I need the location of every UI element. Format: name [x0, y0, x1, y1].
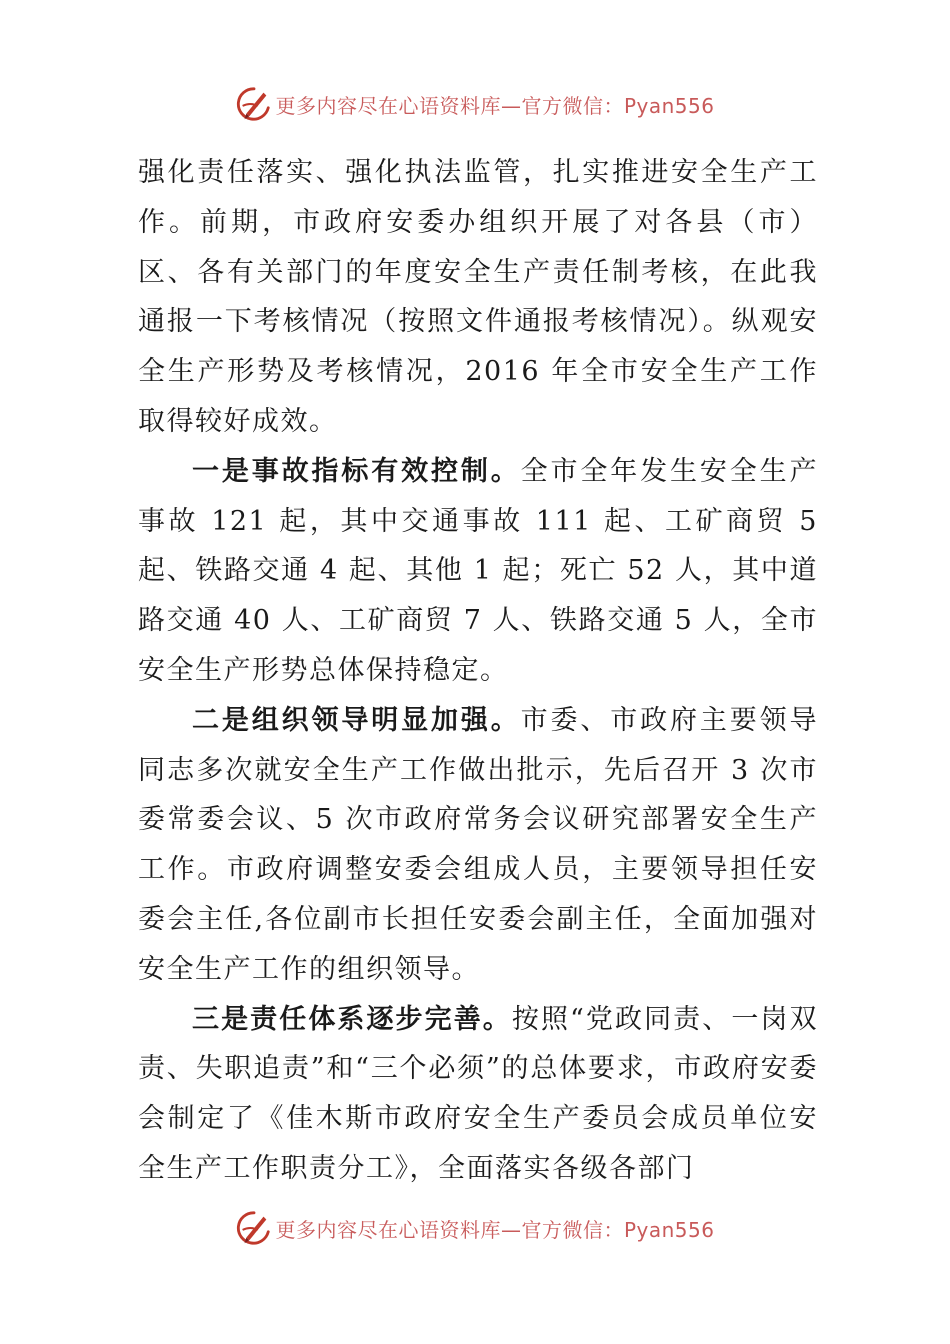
paragraph-leadership — [138, 696, 818, 995]
paragraph-text: 按照“党政同责、一岗双责、失职追责”和“三个必须”的总体要求，市政府安委会制定了《佳木斯市政府安全生产委员会成员单位安全生产工作职责分工》，全面落实各级各部门 — [138, 1003, 818, 1184]
paragraph-text: 市委、市政府主要领导同志多次就安全生产工作做出批示，先后召开 3 次市委常委会议、5 次市政府常务会议研究部署安全生产工作。市政府调整安委会组成人员，主要领导担任安委会主任,各位副市长担任安委会副主任，全面加强对安全生产工作的组织领导。 — [138, 704, 818, 985]
pen-circle-logo-icon — [235, 85, 273, 123]
banner-text: 更多内容尽在心语资料库—官方微信：Pyan556 — [275, 1217, 715, 1242]
paragraph-lead: 三是责任体系逐步完善。 — [192, 1003, 512, 1035]
paragraph-responsibility-system — [138, 995, 818, 1194]
banner-text: 更多内容尽在心语资料库—官方微信：Pyan556 — [275, 93, 715, 118]
paragraph-lead: 一是事故指标有效控制。 — [192, 455, 521, 487]
paragraph-text: 强化责任落实、强化执法监管，扎实推进安全生产工作。前期，市政府安委办组织开展了对各县（市）区、各有关部门的年度安全生产责任制考核，在此我通报一下考核情况（按照文件通报考核情况）。纵观安全生产形势及考核情况，2016 年全市安全生产工作取得较好成效。 — [138, 157, 818, 437]
header-banner — [0, 84, 950, 124]
paragraph-lead: 二是组织领导明显加强。 — [192, 704, 521, 736]
paragraph-accident-indicators — [138, 447, 818, 696]
footer-banner — [0, 1208, 950, 1248]
paragraph-text: 全市全年发生安全生产事故 121 起，其中交通事故 111 起、工矿商贸 5 起、铁路交通 4 起、其他 1 起；死亡 52 人，其中道路交通 40 人、工矿商贸 7 人、铁路交通 5 人，全市安全生产形势总体保持稳定。 — [138, 455, 818, 686]
paragraph-intro — [138, 148, 818, 447]
pen-circle-logo-icon — [235, 1209, 273, 1247]
document-body — [138, 148, 818, 1194]
